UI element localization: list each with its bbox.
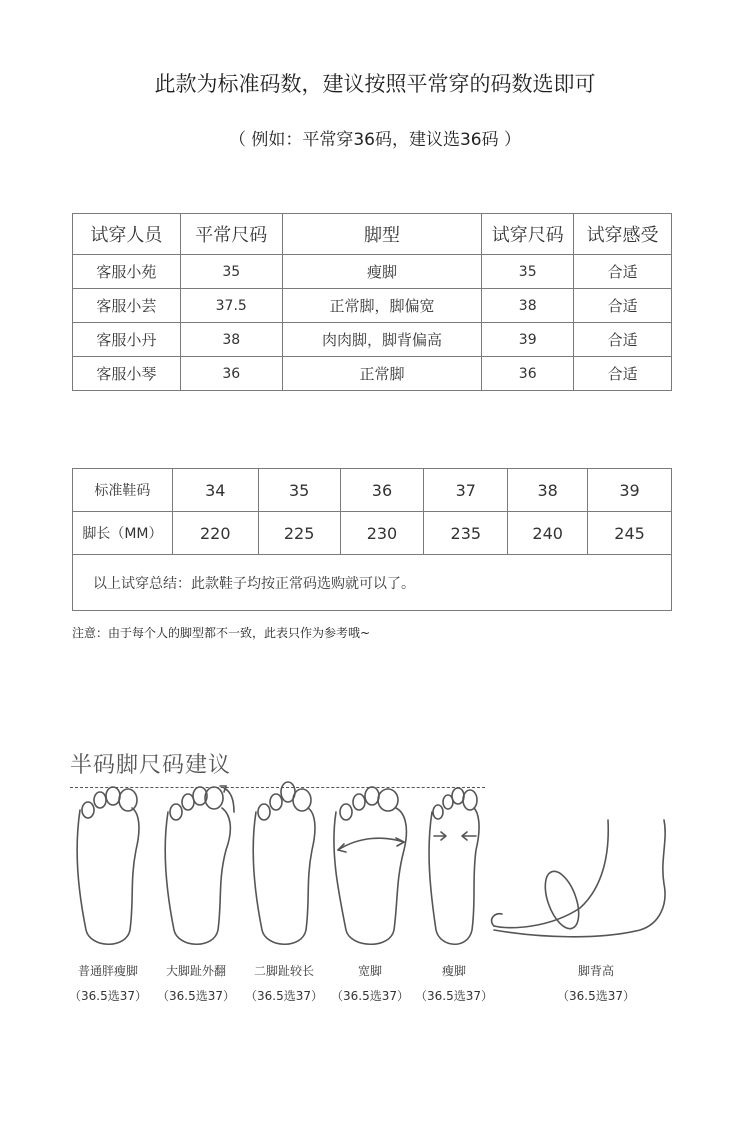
foot-advice: （36.5选37） — [415, 989, 493, 1003]
foot-type: 瘦脚 — [282, 255, 482, 289]
tester-name: 客服小丹 — [73, 323, 181, 357]
column-header: 试穿人员 — [73, 214, 181, 255]
foot-type: 正常脚 — [282, 357, 482, 391]
foot-length-cell: 235 — [424, 512, 508, 555]
table-row — [73, 289, 672, 323]
trial-size: 35 — [482, 255, 574, 289]
trial-size: 39 — [482, 323, 574, 357]
disclaimer-note: 注意：由于每个人的脚型都不一致，此表只作为参考哦~ — [72, 626, 371, 640]
usual-size: 36 — [180, 357, 282, 391]
foot-narrow-icon — [429, 788, 479, 944]
trial-fit-table — [72, 213, 672, 391]
foot-wide-icon — [334, 787, 407, 944]
usual-size: 38 — [180, 323, 282, 357]
tester-name: 客服小苑 — [73, 255, 181, 289]
size-chart-table — [72, 468, 672, 611]
shoe-size-row — [73, 469, 672, 512]
shoe-size-cell: 39 — [588, 469, 672, 512]
table-row — [73, 357, 672, 391]
table-row — [73, 255, 672, 289]
usual-size: 35 — [180, 255, 282, 289]
row-label: 标准鞋码 — [73, 469, 173, 512]
foot-type: 肉肉脚，脚背偏高 — [282, 323, 482, 357]
foot-advice: （36.5选37） — [245, 989, 323, 1003]
shoe-size-cell: 34 — [172, 469, 258, 512]
foot-caption: 脚背高 — [577, 964, 614, 978]
foot-length-cell: 230 — [340, 512, 424, 555]
foot-type: 正常脚，脚偏宽 — [282, 289, 482, 323]
half-size-heading: 半码脚尺码建议 — [70, 753, 232, 778]
page-subtitle: （ 例如：平常穿36码，建议选36码 ） — [228, 130, 522, 150]
table-row — [73, 323, 672, 357]
trial-size: 38 — [482, 289, 574, 323]
row-label: 脚长（MM） — [73, 512, 173, 555]
shoe-size-cell: 38 — [508, 469, 588, 512]
usual-size: 37.5 — [180, 289, 282, 323]
foot-length-cell: 245 — [588, 512, 672, 555]
trial-size: 36 — [482, 357, 574, 391]
foot-advice: （36.5选37） — [557, 989, 635, 1003]
tester-name: 客服小芸 — [73, 289, 181, 323]
fit-summary: 以上试穿总结：此款鞋子均按正常码选购就可以了。 — [73, 555, 672, 611]
fit-feeling: 合适 — [574, 255, 672, 289]
column-header: 试穿尺码 — [482, 214, 574, 255]
shoe-size-cell: 35 — [258, 469, 340, 512]
shoe-size-cell: 36 — [340, 469, 424, 512]
tester-name: 客服小琴 — [73, 357, 181, 391]
shoe-size-cell: 37 — [424, 469, 508, 512]
fit-feeling: 合适 — [574, 289, 672, 323]
foot-caption: 普通胖瘦脚 — [77, 964, 138, 978]
foot-bunion-icon — [165, 786, 234, 944]
foot-long-second-toe-icon — [253, 782, 315, 944]
foot-length-cell: 225 — [258, 512, 340, 555]
fit-feeling: 合适 — [574, 357, 672, 391]
column-header: 试穿感受 — [574, 214, 672, 255]
foot-advice: （36.5选37） — [331, 989, 409, 1003]
page-title: 此款为标准码数，建议按照平常穿的码数选即可 — [154, 72, 596, 96]
foot-caption: 二脚趾较长 — [253, 964, 314, 978]
foot-high-instep-icon — [492, 820, 666, 937]
foot-advice: （36.5选37） — [69, 989, 147, 1003]
column-header: 脚型 — [282, 214, 482, 255]
foot-length-row — [73, 512, 672, 555]
foot-normal-icon — [77, 787, 139, 944]
foot-caption: 宽脚 — [357, 964, 382, 978]
foot-length-cell: 220 — [172, 512, 258, 555]
column-header: 平常尺码 — [180, 214, 282, 255]
table-header-row — [73, 214, 672, 255]
foot-length-cell: 240 — [508, 512, 588, 555]
foot-caption: 大脚趾外翻 — [165, 964, 226, 978]
summary-row — [73, 555, 672, 611]
fit-feeling: 合适 — [574, 323, 672, 357]
foot-advice: （36.5选37） — [157, 989, 235, 1003]
foot-illustrations — [0, 780, 750, 960]
foot-caption: 瘦脚 — [441, 964, 466, 978]
